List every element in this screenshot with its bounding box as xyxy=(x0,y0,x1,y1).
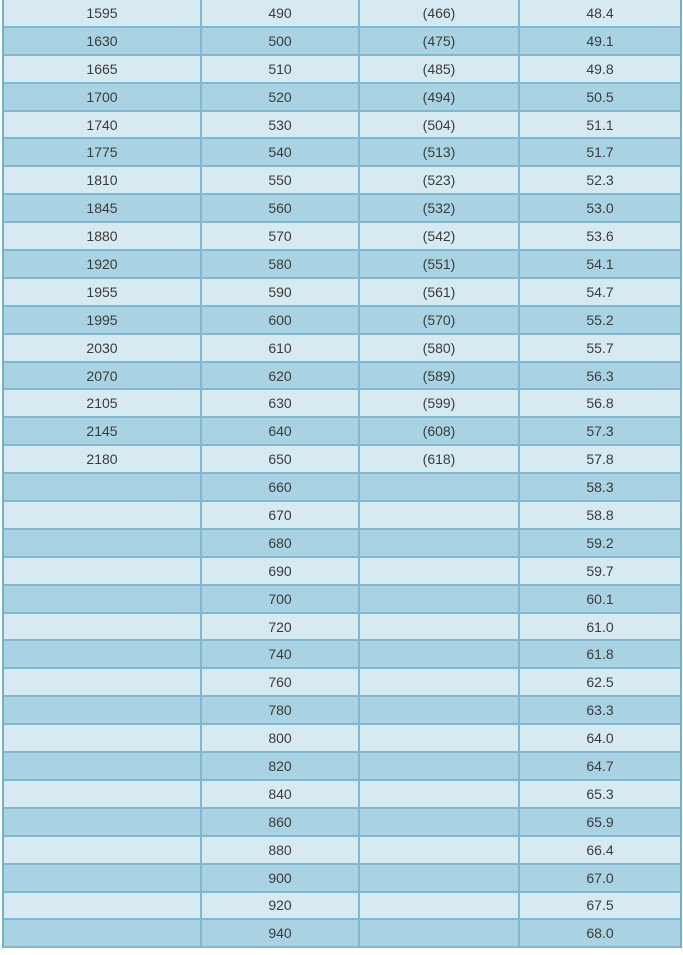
table-cell xyxy=(360,614,520,642)
table-cell: 920 xyxy=(202,893,360,921)
table-cell: 660 xyxy=(202,474,360,502)
table-row xyxy=(4,195,680,223)
table-cell: 720 xyxy=(202,614,360,642)
table-cell: 510 xyxy=(202,56,360,84)
table-cell xyxy=(4,502,202,530)
table-cell: 62.5 xyxy=(520,669,680,697)
table-cell: (513) xyxy=(360,139,520,167)
table-row xyxy=(4,84,680,112)
table-cell: 2105 xyxy=(4,390,202,418)
table-cell xyxy=(360,920,520,948)
table-cell xyxy=(360,697,520,725)
table-cell: 630 xyxy=(202,390,360,418)
table-cell xyxy=(4,614,202,642)
table-cell: 61.0 xyxy=(520,614,680,642)
table-row xyxy=(4,558,680,586)
table-cell: 1740 xyxy=(4,112,202,140)
table-cell: 65.9 xyxy=(520,809,680,837)
table-cell xyxy=(4,641,202,669)
table-row xyxy=(4,920,680,948)
table-row xyxy=(4,446,680,474)
table-row xyxy=(4,28,680,56)
table-cell: 680 xyxy=(202,530,360,558)
table-row xyxy=(4,307,680,335)
table-cell xyxy=(4,669,202,697)
table-row xyxy=(4,418,680,446)
table-cell: 52.3 xyxy=(520,167,680,195)
table-container xyxy=(2,0,682,948)
table-cell: 58.3 xyxy=(520,474,680,502)
table-row xyxy=(4,251,680,279)
table-cell: 610 xyxy=(202,335,360,363)
table-cell: 560 xyxy=(202,195,360,223)
table-cell: 740 xyxy=(202,641,360,669)
table-row xyxy=(4,0,680,28)
table-row xyxy=(4,223,680,251)
data-table xyxy=(2,0,682,948)
table-cell: 690 xyxy=(202,558,360,586)
table-row xyxy=(4,167,680,195)
table-row xyxy=(4,56,680,84)
table-cell: 61.8 xyxy=(520,641,680,669)
table-row xyxy=(4,809,680,837)
table-cell: 48.4 xyxy=(520,0,680,28)
table-cell xyxy=(360,809,520,837)
table-row xyxy=(4,586,680,614)
table-cell: 2070 xyxy=(4,363,202,391)
table-cell: 860 xyxy=(202,809,360,837)
table-row xyxy=(4,279,680,307)
table-cell: (466) xyxy=(360,0,520,28)
table-cell: 64.0 xyxy=(520,725,680,753)
table-cell: 490 xyxy=(202,0,360,28)
table-cell: 580 xyxy=(202,251,360,279)
table-cell: (580) xyxy=(360,335,520,363)
table-cell: 1845 xyxy=(4,195,202,223)
table-cell: 55.7 xyxy=(520,335,680,363)
table-cell: 63.3 xyxy=(520,697,680,725)
table-cell: 54.7 xyxy=(520,279,680,307)
table-cell xyxy=(360,641,520,669)
table-cell xyxy=(4,725,202,753)
table-row xyxy=(4,474,680,502)
table-cell: 880 xyxy=(202,837,360,865)
table-cell: (608) xyxy=(360,418,520,446)
table-cell: 760 xyxy=(202,669,360,697)
table-cell: 900 xyxy=(202,865,360,893)
table-cell xyxy=(4,753,202,781)
table-cell: 2180 xyxy=(4,446,202,474)
table-row xyxy=(4,893,680,921)
table-cell: 780 xyxy=(202,697,360,725)
table-row xyxy=(4,725,680,753)
table-cell: 940 xyxy=(202,920,360,948)
table-cell: 1810 xyxy=(4,167,202,195)
table-cell: (589) xyxy=(360,363,520,391)
table-cell: (504) xyxy=(360,112,520,140)
table-cell: 650 xyxy=(202,446,360,474)
table-cell: 840 xyxy=(202,781,360,809)
table-cell: 58.8 xyxy=(520,502,680,530)
table-cell: 1700 xyxy=(4,84,202,112)
table-cell xyxy=(4,558,202,586)
table-row xyxy=(4,641,680,669)
table-cell xyxy=(360,530,520,558)
table-cell: 54.1 xyxy=(520,251,680,279)
table-cell: 60.1 xyxy=(520,586,680,614)
table-cell: (494) xyxy=(360,84,520,112)
data-table-body xyxy=(4,0,680,948)
table-row xyxy=(4,697,680,725)
table-cell: (551) xyxy=(360,251,520,279)
table-cell xyxy=(4,781,202,809)
table-cell xyxy=(360,837,520,865)
table-cell: 49.1 xyxy=(520,28,680,56)
table-cell: 620 xyxy=(202,363,360,391)
table-cell: 49.8 xyxy=(520,56,680,84)
table-cell: 1775 xyxy=(4,139,202,167)
table-cell: 2030 xyxy=(4,335,202,363)
table-cell: 670 xyxy=(202,502,360,530)
table-cell xyxy=(360,669,520,697)
table-cell: 55.2 xyxy=(520,307,680,335)
table-cell xyxy=(4,893,202,921)
table-cell: 1955 xyxy=(4,279,202,307)
table-cell: 50.5 xyxy=(520,84,680,112)
table-cell: 53.6 xyxy=(520,223,680,251)
table-cell xyxy=(4,809,202,837)
table-cell: 51.1 xyxy=(520,112,680,140)
table-cell: 1630 xyxy=(4,28,202,56)
table-row xyxy=(4,669,680,697)
table-row xyxy=(4,335,680,363)
table-cell: 820 xyxy=(202,753,360,781)
table-cell: 53.0 xyxy=(520,195,680,223)
table-row xyxy=(4,363,680,391)
table-cell: 800 xyxy=(202,725,360,753)
table-cell: (599) xyxy=(360,390,520,418)
table-row xyxy=(4,865,680,893)
table-row xyxy=(4,753,680,781)
table-cell: 1995 xyxy=(4,307,202,335)
table-cell: (542) xyxy=(360,223,520,251)
table-cell: 1880 xyxy=(4,223,202,251)
table-cell xyxy=(4,920,202,948)
table-cell: 51.7 xyxy=(520,139,680,167)
table-cell: (532) xyxy=(360,195,520,223)
table-cell xyxy=(4,697,202,725)
table-cell: 1595 xyxy=(4,0,202,28)
table-cell: 59.2 xyxy=(520,530,680,558)
table-cell xyxy=(4,530,202,558)
table-cell: 570 xyxy=(202,223,360,251)
table-cell: 59.7 xyxy=(520,558,680,586)
table-row xyxy=(4,139,680,167)
table-cell: 67.5 xyxy=(520,893,680,921)
table-cell: 2145 xyxy=(4,418,202,446)
table-cell xyxy=(360,893,520,921)
table-row xyxy=(4,837,680,865)
table-cell xyxy=(360,474,520,502)
table-cell xyxy=(360,725,520,753)
table-cell xyxy=(360,502,520,530)
table-cell: 590 xyxy=(202,279,360,307)
table-cell xyxy=(4,586,202,614)
table-cell: 640 xyxy=(202,418,360,446)
table-cell: 67.0 xyxy=(520,865,680,893)
table-cell: 57.8 xyxy=(520,446,680,474)
table-cell xyxy=(4,865,202,893)
table-cell: 520 xyxy=(202,84,360,112)
table-cell xyxy=(360,586,520,614)
table-cell: 66.4 xyxy=(520,837,680,865)
table-cell: 1665 xyxy=(4,56,202,84)
table-cell xyxy=(4,474,202,502)
table-cell: 550 xyxy=(202,167,360,195)
table-cell: 600 xyxy=(202,307,360,335)
table-cell: (570) xyxy=(360,307,520,335)
table-cell: 64.7 xyxy=(520,753,680,781)
table-row xyxy=(4,502,680,530)
table-cell: 540 xyxy=(202,139,360,167)
table-row xyxy=(4,390,680,418)
table-cell: 57.3 xyxy=(520,418,680,446)
table-cell: (561) xyxy=(360,279,520,307)
table-row xyxy=(4,530,680,558)
table-cell: (523) xyxy=(360,167,520,195)
table-row xyxy=(4,112,680,140)
table-cell: 500 xyxy=(202,28,360,56)
table-cell xyxy=(360,558,520,586)
table-cell: 1920 xyxy=(4,251,202,279)
table-cell: 700 xyxy=(202,586,360,614)
table-cell xyxy=(360,753,520,781)
table-cell: 65.3 xyxy=(520,781,680,809)
table-cell: 530 xyxy=(202,112,360,140)
table-cell: 56.8 xyxy=(520,390,680,418)
table-cell: (475) xyxy=(360,28,520,56)
table-cell xyxy=(360,865,520,893)
table-row xyxy=(4,614,680,642)
table-cell: (618) xyxy=(360,446,520,474)
table-cell: (485) xyxy=(360,56,520,84)
table-cell: 56.3 xyxy=(520,363,680,391)
table-row xyxy=(4,781,680,809)
table-cell: 68.0 xyxy=(520,920,680,948)
table-cell xyxy=(360,781,520,809)
table-cell xyxy=(4,837,202,865)
